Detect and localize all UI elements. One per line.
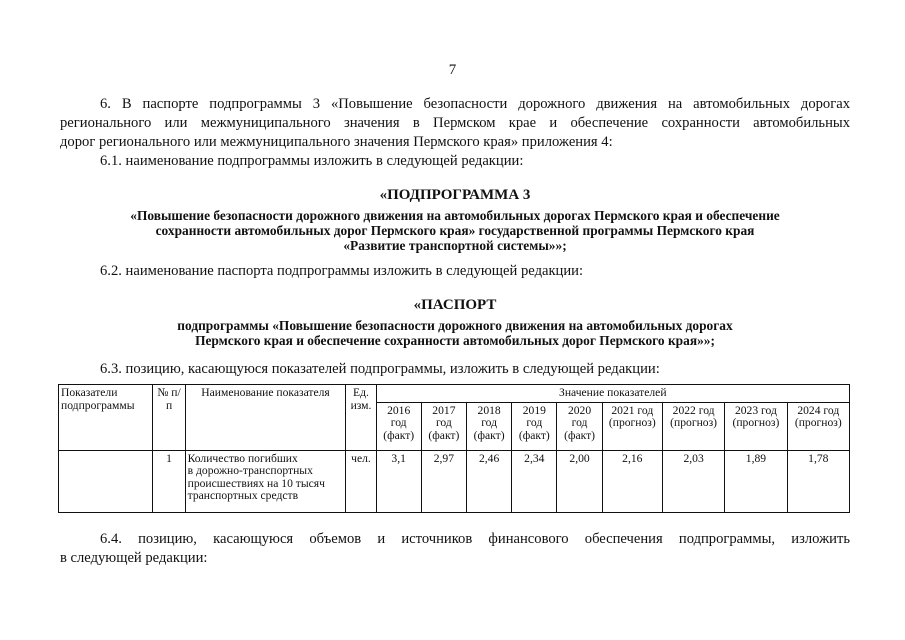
subprogram-name-line-3: «Развитие транспортной системы»»; bbox=[343, 238, 567, 253]
header-values: Значение показателей bbox=[376, 385, 849, 403]
row-unit: чел. bbox=[346, 450, 376, 512]
row-value: 2,97 bbox=[421, 450, 466, 512]
paragraph-6-2: 6.2. наименование паспорта подпрограммы изложить в следующей редакции: bbox=[100, 263, 584, 279]
indicators-cell-empty bbox=[59, 450, 153, 512]
table-row bbox=[59, 450, 850, 512]
header-num: № п/п bbox=[153, 385, 185, 451]
paragraph-6-1: 6.1. наименование подпрограммы изложить в следующей редакции: bbox=[100, 153, 524, 169]
row-name: Количество погибших в дорожно-транспортных происшествиях на 10 тысяч транспортных средств bbox=[185, 450, 346, 512]
subprogram-name bbox=[60, 208, 850, 253]
subprogram-name-line-1: «Повышение безопасности дорожного движения на автомобильных дорогах Пермского края и обеспечение bbox=[130, 208, 780, 223]
page-number: 7 bbox=[448, 62, 457, 78]
paragraph-6-line-3: дорог регионального или межмуниципального значения Пермского края» приложения 4: bbox=[60, 134, 613, 150]
row-value: 2,46 bbox=[467, 450, 512, 512]
year-header: 2019 год (факт) bbox=[512, 402, 557, 450]
passport-name-line-2: Пермского края и обеспечение сохранности автомобильных дорог Пермского края»»; bbox=[195, 333, 715, 348]
table-header-row bbox=[59, 385, 850, 403]
row-value: 3,1 bbox=[376, 450, 421, 512]
year-header: 2022 год (прогноз) bbox=[662, 402, 724, 450]
year-header: 2024 год (прогноз) bbox=[787, 402, 849, 450]
year-header: 2020 год (факт) bbox=[557, 402, 602, 450]
year-header: 2017 год (факт) bbox=[421, 402, 466, 450]
paragraph-6-line-2: регионального или межмуниципального значения в Пермском крае и обеспечение сохранности автомобильных bbox=[60, 115, 850, 131]
row-value: 1,78 bbox=[787, 450, 849, 512]
year-header: 2018 год (факт) bbox=[467, 402, 512, 450]
paragraph-6 bbox=[60, 95, 850, 152]
paragraph-6-line-1: 6. В паспорте подпрограммы 3 «Повышение безопасности дорожного движения на автомобильных дорогах bbox=[100, 96, 850, 112]
indicators-table bbox=[58, 384, 850, 513]
passport-name-line-1: подпрограммы «Повышение безопасности дорожного движения на автомобильных дорогах bbox=[177, 318, 733, 333]
header-name: Наименование показателя bbox=[185, 385, 346, 451]
paragraph-6-4 bbox=[60, 530, 850, 568]
subprogram-title: «ПОДПРОГРАММА 3 bbox=[379, 187, 531, 203]
year-header: 2023 год (прогноз) bbox=[725, 402, 787, 450]
passport-title: «ПАСПОРТ bbox=[413, 297, 497, 313]
paragraph-6-4-line-2: в следующей редакции: bbox=[60, 550, 208, 566]
row-value: 2,34 bbox=[512, 450, 557, 512]
header-unit: Ед. изм. bbox=[346, 385, 376, 451]
row-value: 1,89 bbox=[725, 450, 787, 512]
row-value: 2,03 bbox=[662, 450, 724, 512]
year-header: 2016 год (факт) bbox=[376, 402, 421, 450]
paragraph-6-4-line-1: 6.4. позицию, касающуюся объемов и источников финансового обеспечения подпрограммы, изложить bbox=[100, 531, 850, 547]
year-header: 2021 год (прогноз) bbox=[602, 402, 662, 450]
passport-name bbox=[60, 318, 850, 348]
row-value: 2,00 bbox=[557, 450, 602, 512]
paragraph-6-3: 6.3. позицию, касающуюся показателей подпрограммы, изложить в следующей редакции: bbox=[100, 361, 660, 377]
row-num: 1 bbox=[153, 450, 185, 512]
row-value: 2,16 bbox=[602, 450, 662, 512]
header-indicators: Показатели подпрограммы bbox=[59, 385, 153, 451]
subprogram-name-line-2: сохранности автомобильных дорог Пермского края» государственной программы Пермского края bbox=[155, 223, 755, 238]
